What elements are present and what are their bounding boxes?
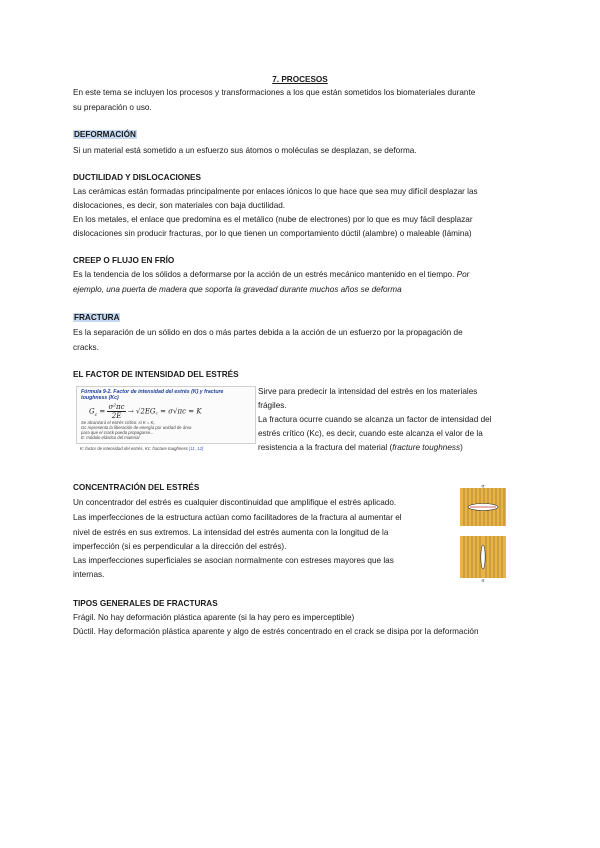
- factor-side-line-1: Sirve para predecir la intensidad del estrés en los materiales: [258, 387, 478, 396]
- ductilidad-heading: DUCTILIDAD Y DISLOCACIONES: [73, 173, 201, 182]
- fractura-heading-text: FRACTURA: [74, 313, 120, 322]
- page-title: 7. PROCESOS: [272, 75, 328, 84]
- formula-lhs: G: [89, 407, 95, 416]
- creep-line-1: [73, 269, 469, 280]
- formula-footer-text: K: factor de intensidad del estrés, Kc: fracture toughness: [80, 446, 188, 451]
- concentracion-line-2: Las imperfecciones de la estructura actúan como facilitadores de la fractura al aumentar el: [73, 513, 402, 522]
- formula-rhs: → √2EG꜀ = σ√πc = K: [127, 407, 202, 416]
- formula-footer: [80, 446, 260, 451]
- formula-lhs-sub: c: [94, 412, 98, 418]
- formula-image: [76, 386, 256, 444]
- deformacion-text: Si un material está sometido a un esfuerzo sus átomos o moléculas se desplazan, se deforma.: [73, 146, 417, 155]
- tipos-heading: TIPOS GENERALES DE FRACTURAS: [73, 599, 218, 608]
- creep-example: ejemplo, una puerta de madera que soporta la gravedad durante muchos años se deforma: [73, 285, 402, 294]
- factor-side-last-end: ): [460, 443, 463, 452]
- formula-note-1: Gc representa la liberación de energía por unidad de área: [81, 425, 192, 430]
- creep-text: Es la tendencia de los sólidos a deformarse por la acción de un estrés mecánico mantenido en el tiempo.: [73, 270, 455, 279]
- fig-sigma-bottom: σ: [481, 579, 485, 582]
- deformacion-heading-text: DEFORMACIÓN: [74, 130, 136, 139]
- formula-note-3: E: módulo elástico del material: [81, 435, 140, 440]
- formula-denominator: 2E: [111, 412, 122, 420]
- fractura-line-2: cracks.: [73, 343, 99, 352]
- factor-heading: EL FACTOR DE INTENSIDAD DEL ESTRÉS: [73, 370, 239, 379]
- creep-heading: CREEP O FLUJO EN FRÍO: [73, 256, 175, 265]
- factor-side-line-2: frágiles.: [258, 401, 287, 410]
- concentracion-heading: CONCENTRACIÓN DEL ESTRÉS: [73, 483, 200, 492]
- factor-side-line-5: [258, 442, 463, 453]
- creep-example-start: Por: [456, 270, 470, 279]
- formula-condition: Se alcanzará el estrés crítico: si K = K꜀: [81, 420, 155, 425]
- deformacion-heading: [73, 129, 137, 140]
- formula-title: Fórmula 9-2. Factor de intensidad del estrés (K) y fracture toughness (Kc): [81, 389, 224, 402]
- formula-note-2: para que el crack pueda propagarse...: [81, 430, 154, 435]
- factor-side-last-italic: fracture toughness: [392, 443, 461, 452]
- concentracion-line-4: imperfección (si es perpendicular a la dirección del estrés).: [73, 542, 287, 551]
- tipos-ductil: Dúctil. Hay deformación plástica aparente y algo de estrés concentrado en el crack se disipa por la deformación: [73, 627, 479, 636]
- formula-reference-link[interactable]: [11, 12]: [189, 446, 204, 451]
- concentracion-line-3: nivel de estrés en sus extremos. La intensidad del estrés aumenta con la longitud de la: [73, 528, 389, 537]
- stress-concentration-figure: [458, 484, 508, 582]
- intro-line-1: En este tema se incluyen los procesos y transformaciones a los que están sometidos los biomateriales durante: [73, 88, 476, 97]
- concentracion-line-1: Un concentrador del estrés es cualquier discontinuidad que amplifique el estrés aplicado.: [73, 498, 397, 507]
- tipos-fragil: Frágil. No hay deformación plástica aparente (si la hay pero es imperceptible): [73, 613, 355, 622]
- ductilidad-line-3: En los metales, el enlace que predomina es el metálico (nube de electrones) por lo que es muy fácil desplazar: [73, 215, 473, 224]
- formula-fraction: [107, 403, 125, 420]
- factor-side-line-4: estrés crítico (Kc), es decir, cuando este alcanza el valor de la: [258, 429, 483, 438]
- ductilidad-line-1: Las cerámicas están formadas principalmente por enlaces iónicos lo que hace que sea muy difícil desplazar las: [73, 187, 478, 196]
- ductilidad-line-4: dislocaciones sin producir fracturas, por lo que tienen un comportamiento dúctil (alambre) o maleable (lámina): [73, 229, 472, 238]
- formula-equals: =: [99, 407, 106, 416]
- factor-side-line-3: La fractura ocurre cuando se alcanza un factor de intensidad del: [258, 415, 492, 424]
- fractura-heading: [73, 312, 120, 323]
- fig-bottom-crack: [481, 545, 485, 569]
- concentracion-line-6: internas.: [73, 570, 105, 579]
- intro-line-2: su preparación o uso.: [73, 103, 152, 112]
- concentracion-line-5: Las imperfecciones superficiales se asocian normalmente con estreses mayores que las: [73, 556, 394, 565]
- factor-side-last: resistencia a la fractura del material (: [258, 443, 393, 452]
- formula-numerator: σ²πc: [108, 403, 125, 411]
- fractura-line-1: Es la separación de un sólido en dos o más partes debida a la acción de un esfuerzo por la propagación de: [73, 328, 463, 337]
- fig-sigma-top: σ: [481, 484, 485, 490]
- ductilidad-line-2: dislocaciones, es decir, son materiales con baja ductilidad.: [73, 201, 286, 210]
- formula-equation: [89, 403, 202, 420]
